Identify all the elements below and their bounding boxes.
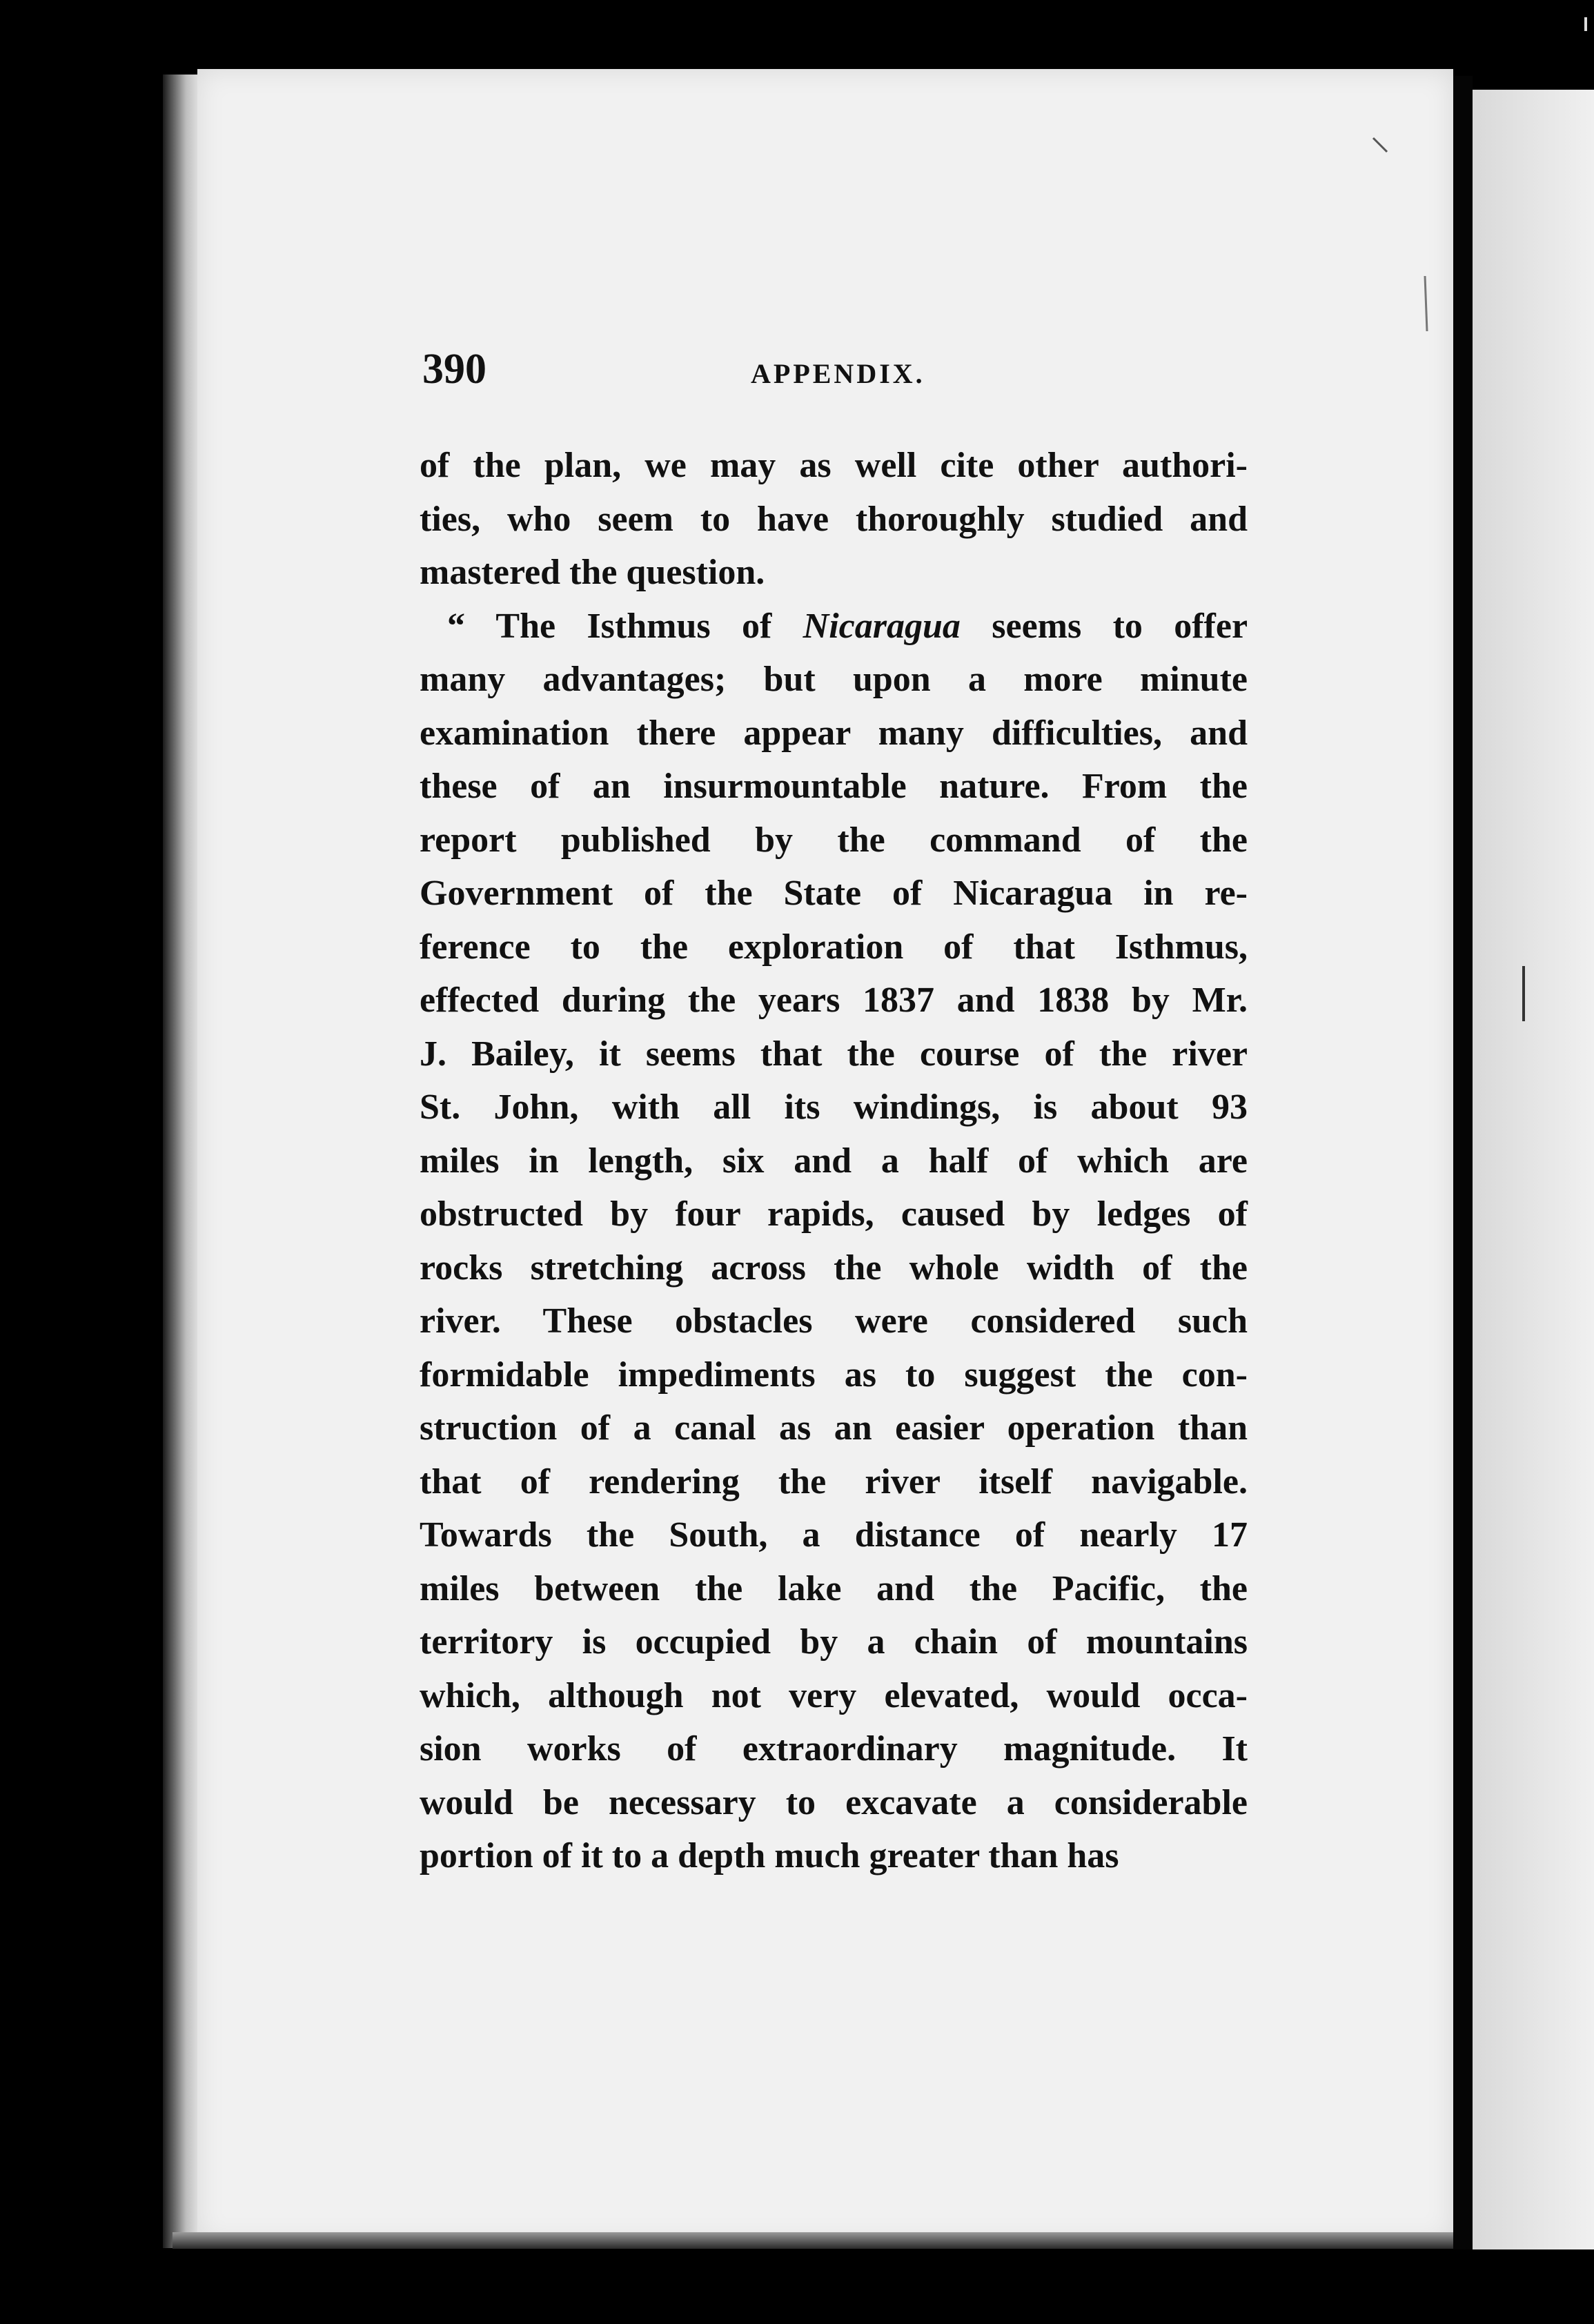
running-head [420, 345, 1248, 407]
adjacent-page-edge [1473, 90, 1594, 2249]
text-line: river. These obstacles were considered such [420, 1301, 1248, 1341]
text-line: territory is occupied by a chain of mountains [420, 1622, 1248, 1662]
binding-shadow [163, 75, 201, 2248]
text-block [420, 345, 1248, 1883]
text-line: miles between the lake and the Pacific, the [420, 1568, 1248, 1608]
text-line: sion works of extraordinary magnitude. It [420, 1729, 1248, 1769]
text-line: mastered the question. [420, 553, 765, 592]
text-line: rocks stretching across the whole width of the [420, 1248, 1248, 1288]
italic-place-name: Nicaragua [803, 606, 961, 646]
quote-opening: “ The Isthmus of [447, 606, 772, 646]
text-line: miles in length, six and a half of which are [420, 1141, 1248, 1181]
quote-tail: seems to offer [992, 606, 1248, 646]
text-line: these of an insurmountable nature. From the [420, 767, 1248, 806]
text-line: effected during the years 1837 and 1838 by Mr. [420, 981, 1248, 1020]
text-line: formidable impediments as to suggest the con- [420, 1355, 1248, 1395]
text-line: that of rendering the river itself navigable. [420, 1461, 1248, 1501]
text-line: report published by the command of the [420, 820, 1248, 860]
text-line: ties, who seem to have thoroughly studied and [420, 499, 1248, 539]
page-number: 390 [422, 346, 486, 393]
right-gutter [1453, 76, 1473, 2249]
text-line: obstructed by four rapids, caused by ledges of [420, 1194, 1248, 1234]
text-line: J. Bailey, it seems that the course of the river [420, 1034, 1248, 1074]
body-text [420, 439, 1248, 1883]
text-line: Towards the South, a distance of nearly 17 [420, 1515, 1248, 1555]
text-line: of the plan, we may as well cite other authori- [420, 446, 1248, 485]
text-line-with-italic [420, 600, 1248, 653]
text-line: Government of the State of Nicaragua in re- [420, 874, 1248, 913]
text-line: struction of a canal as an easier operation than [420, 1408, 1248, 1448]
text-line: many advantages; but upon a more minute [420, 660, 1248, 699]
header-title: APPENDIX. [751, 358, 925, 389]
text-line: which, although not very elevated, would occa- [420, 1675, 1248, 1715]
text-line: St. John, with all its windings, is about 93 [420, 1087, 1248, 1127]
page-bottom-edge [173, 2232, 1463, 2249]
text-line: ference to the exploration of that Isthmus, [420, 927, 1248, 967]
text-line: would be necessary to excavate a considerable [420, 1782, 1248, 1822]
text-line: portion of it to a depth much greater than has [420, 1836, 1119, 1875]
text-line: examination there appear many difficulties, and [420, 713, 1248, 753]
